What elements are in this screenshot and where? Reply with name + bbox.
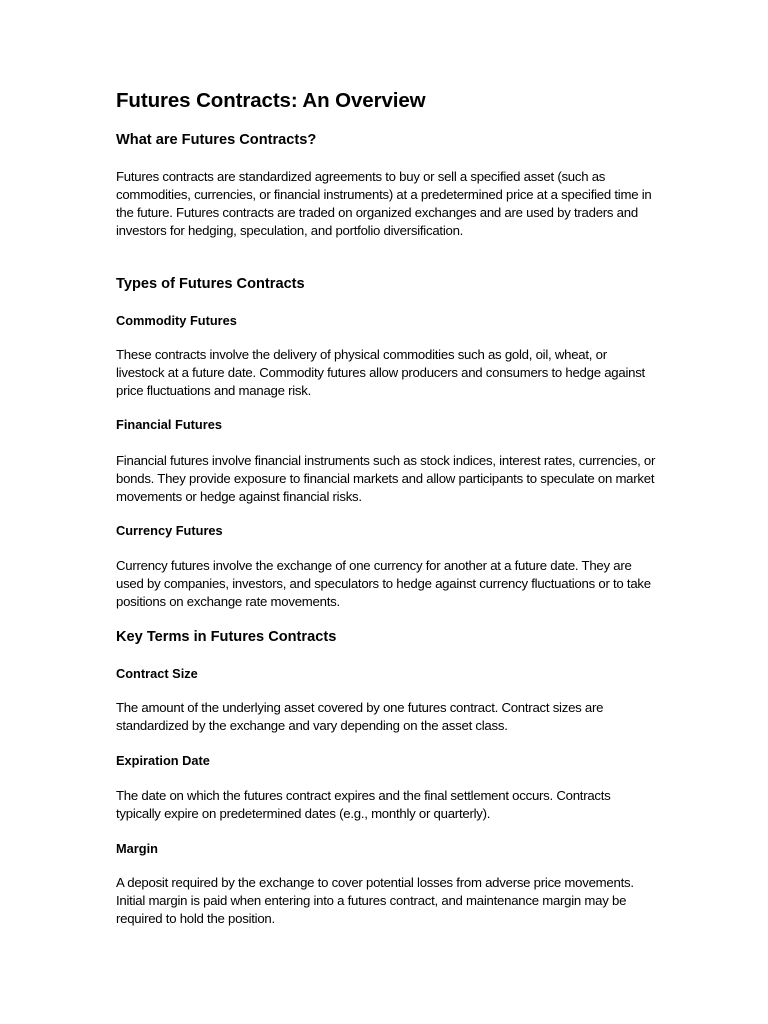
section-heading-key-terms: Key Terms in Futures Contracts [116, 629, 337, 645]
section-heading-what-are-futures: What are Futures Contracts? [116, 132, 317, 148]
document-title: Futures Contracts: An Overview [116, 89, 426, 112]
section-heading-types: Types of Futures Contracts [116, 276, 305, 292]
subsection-heading-financial-futures: Financial Futures [116, 417, 222, 432]
subsection-paragraph-expiration-date: The date on which the futures contract expires and the final settlement occurs. Contracts typically expire on predetermined dates (e.g., monthly or quarterly). [116, 788, 611, 821]
subsection-paragraph-currency-futures: Currency futures involve the exchange of one currency for another at a future date. They are used by companies, investors, and speculators to hedge against currency fluctuations or to take positions on exchange rate movements. [116, 558, 651, 609]
section-paragraph-what-are-futures: Futures contracts are standardized agreements to buy or sell a specified asset (such as commodities, currencies, or financial instruments) at a predetermined price at a specified time in the future. Futures contracts are traded on organized exchanges and are used by traders and investors for hedging, speculation, and portfolio diversification. [116, 169, 652, 238]
subsection-heading-margin: Margin [116, 841, 158, 856]
subsection-paragraph-financial-futures: Financial futures involve financial instruments such as stock indices, interest rates, currencies, or bonds. They provide exposure to financial markets and allow participants to speculate on market movements or hedge against financial risks. [116, 453, 656, 504]
subsection-heading-contract-size: Contract Size [116, 666, 198, 681]
subsection-paragraph-contract-size: The amount of the underlying asset covered by one futures contract. Contract sizes are standardized by the exchange and vary depending on the asset class. [116, 700, 604, 733]
subsection-heading-commodity-futures: Commodity Futures [116, 313, 237, 328]
subsection-heading-currency-futures: Currency Futures [116, 523, 223, 538]
subsection-heading-expiration-date: Expiration Date [116, 753, 210, 768]
subsection-paragraph-margin: A deposit required by the exchange to cover potential losses from adverse price movements. Initial margin is paid when entering into a futures contract, and maintenance margin may be required to hold the position. [116, 875, 634, 926]
subsection-paragraph-commodity-futures: These contracts involve the delivery of physical commodities such as gold, oil, wheat, or livestock at a future date. Commodity futures allow producers and consumers to hedge against price fluctuations and manage risk. [116, 347, 645, 398]
